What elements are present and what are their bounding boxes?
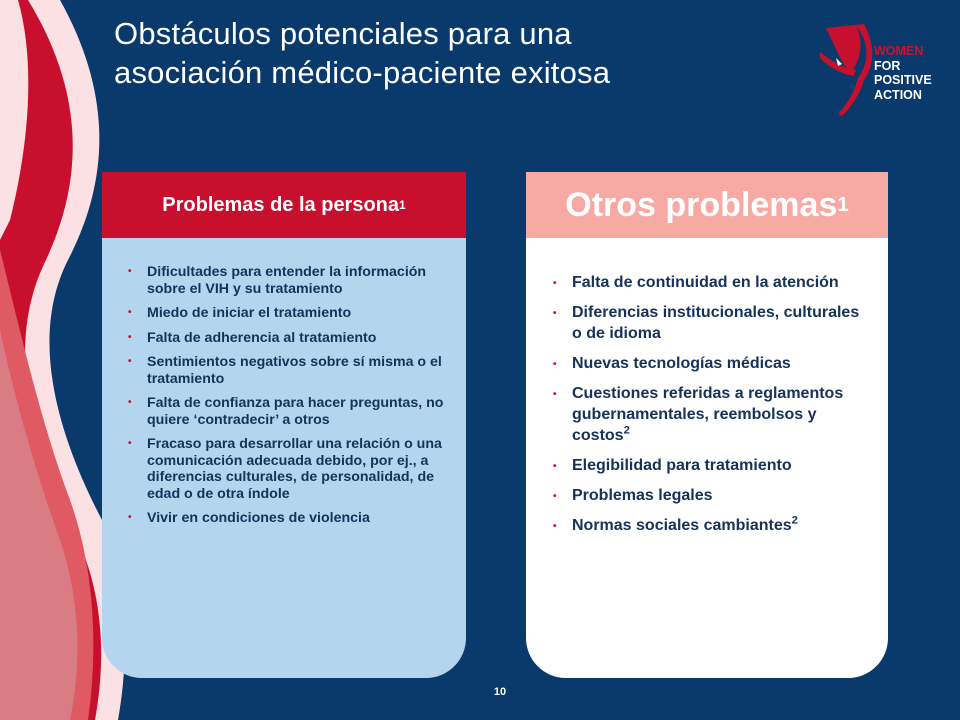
list-item-text: Problemas legales [572,487,713,504]
list-item-text: Sentimientos negativos sobre sí misma o el tratamiento [147,354,442,387]
bullet-icon: • [128,266,132,277]
card-heading-text: Otros problemas [565,185,838,224]
list-item [553,353,866,374]
other-problems-card [526,172,888,678]
list-item-text: Normas sociales cambiantes [572,517,792,534]
list-item [553,455,866,476]
logo-line: ACTION [874,87,922,102]
footnote-ref: 2 [623,424,630,437]
bullet-icon: • [553,521,557,532]
personal-problems-card [102,172,466,678]
bullet-icon: • [128,512,132,523]
bullet-icon: • [128,438,132,449]
list-item [128,395,446,428]
list-item [128,329,446,347]
page-number: 10 [493,686,507,698]
list-item-text: Diferencias institucionales, culturales o de idioma [572,304,860,342]
list-item-text: Vivir en condiciones de violencia [147,510,370,526]
list-item [553,383,866,446]
list-item-text: Cuestiones referidas a reglamentos gubernamentales, reembolsos y costos [572,385,844,444]
personal-problems-list [102,238,466,527]
card-heading: Otros problemas 1 [526,172,888,238]
other-problems-list [526,238,888,536]
list-item [128,510,446,527]
list-item-text: Falta de adherencia al tratamiento [147,329,377,346]
bullet-icon: • [553,278,557,289]
list-item [128,436,446,502]
list-item-text: Nuevas tecnologías médicas [572,355,791,372]
list-item-text: Elegibilidad para tratamiento [572,457,792,474]
slide-title-line2: asociación médico-paciente exitosa [114,55,611,90]
list-item-text: Miedo de iniciar el tratamiento [147,305,352,321]
bullet-icon: • [553,461,557,472]
bullet-icon: • [128,397,132,408]
list-item-text: Falta de continuidad en la atención [572,274,839,291]
bullet-icon: • [553,389,557,400]
list-item-text: Dificultades para entender la información sobre el VIH y su tratamiento [147,264,427,297]
logo-line: WOMEN [874,44,924,58]
logo-line: FOR [874,58,901,73]
card-heading-text: Problemas de la persona [162,193,400,216]
list-item [128,354,446,387]
list-item [553,514,866,536]
list-item [553,302,866,344]
bullet-icon: • [128,307,132,318]
bullet-icon: • [128,356,132,367]
bullet-icon: • [128,331,132,343]
slide-title-line1: Obstáculos potenciales para una [114,16,572,51]
bullet-icon: • [553,491,557,502]
list-item-text: Fracaso para desarrollar una relación o una comunicación adecuada debido, por ej., a diferencias culturales, de personalidad, de edad o de otra índole [147,436,442,502]
bullet-icon: • [553,308,557,319]
list-item-text: Falta de confianza para hacer preguntas, no quiere ‘contradecir’ a otros [147,395,444,428]
logo-text [874,44,932,102]
logo-line: POSITIVE [874,73,932,87]
list-item [128,305,446,322]
list-item [128,264,446,297]
footnote-ref: 2 [791,514,798,527]
card-heading: Problemas de la persona 1 [102,172,466,238]
bullet-icon: • [553,359,557,370]
list-item [553,272,866,293]
list-item [553,485,866,506]
slide-title [114,14,734,92]
